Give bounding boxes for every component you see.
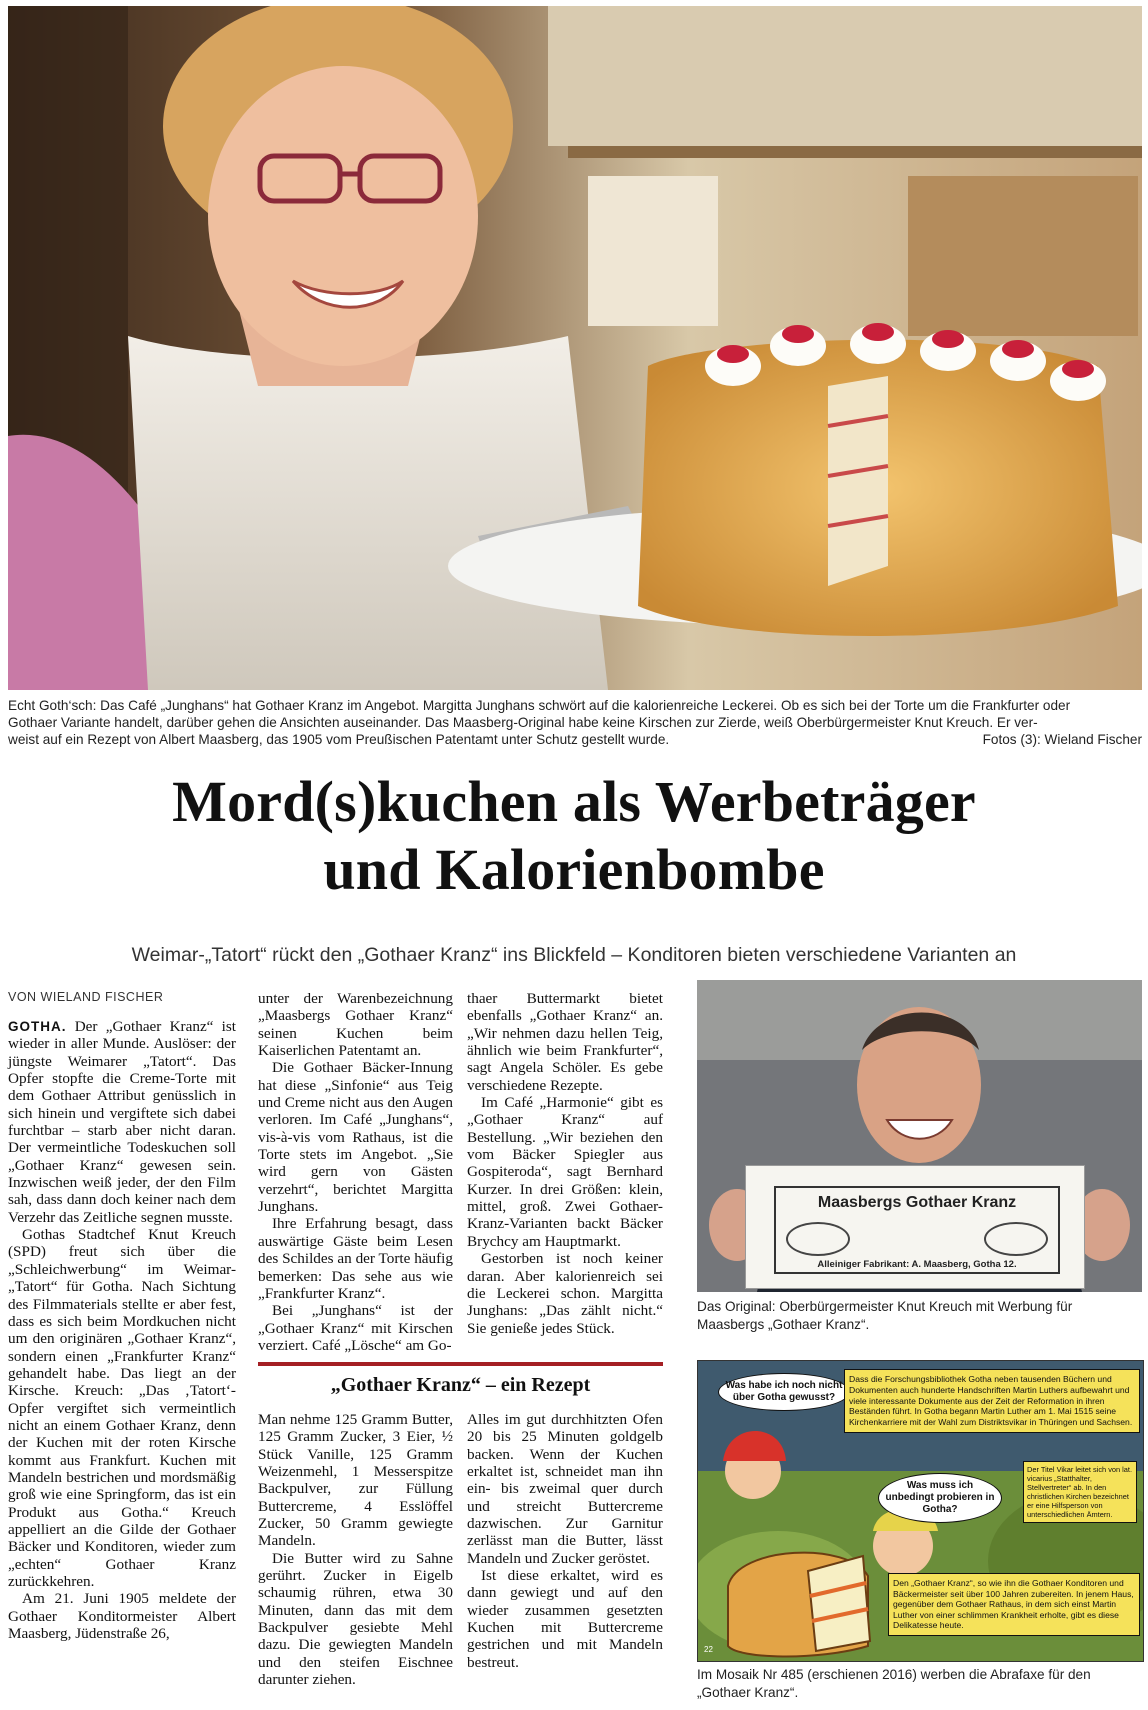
recipe-title: „Gothaer Kranz“ – ein Rezept: [330, 1374, 591, 1396]
comic-page-number: 22: [704, 1645, 713, 1654]
cafe-photo-illustration: [8, 6, 1142, 690]
info-box-2: Der Titel Vikar leitet sich von lat. vicarius „Statthalter, Stellvertreter“ ab. In den christlichen Kirchen bezeichnet er eine Hilfsperson von unterschiedlichen Ämtern.: [1023, 1461, 1137, 1523]
advertisement-sign: [745, 1165, 1085, 1289]
paragraph: unter der Warenbezeichnung „Maasbergs Gothaer Kranz“ seinen Kuchen beim Kaiserlichen Patentamt an.: [258, 990, 453, 1060]
paragraph: Bei „Junghans“ ist der „Gothaer Kranz“ mit Kirschen verziert. Café „Lösche“ am Go-: [258, 1302, 453, 1354]
dateline: GOTHA.: [8, 1019, 67, 1034]
headline-line-1: Mord(s)kuchen als Werbeträger: [172, 769, 976, 834]
advertisement-frame: [774, 1186, 1060, 1274]
paragraph: Gothas Stadtchef Knut Kreuch (SPD) freut sich über die „Schleichwerbung“ im Weimar-„Tatort“ für Gotha. Nach Sichtung des Filmmaterials stellte er aber fest, dass es sich beim Mordkuchen nicht um den originären „Gothaer Kranz“, sondern einen „Frankfurter Kranz“ gehandelt habe. Das liegt an der Kirsche. Kreuch: „Das ‚Tatort‘-Opfer vergiftet sich vermeintlich nicht an einem Gothaer Kranz, denn der Kuchen mit der roten Kirsche kommt aus Frankfurt. Kuchen mit Mandeln bestrichen und mordsmäßig groß wie eine Springform, das ist ein Produkt aus Gotha.“ Kreuch appelliert an die Gilde der Gothaer Bäcker und Konditoren, wieder zum „echten“ Gothaer Kranz zurückkehren.: [8, 1226, 236, 1590]
info-box-1: Dass die Forschungsbibliothek Gotha neben tausenden Büchern und Dokumenten auch hunderte Handschriften Martin Luthers aufbewahrt und viele interessante Dokumente aus der Zeit der Reformation in ihren Beständen führt. In Gotha begann Martin Luther am 1. Mai 1515 seine Kirchenkarriere mit der Wahl zum Distriktsvikar in Thüringen und Sachsen.: [844, 1369, 1140, 1433]
paragraph: Alles im gut durchhitzten Ofen 20 bis 25 Minuten goldgelb backen. Wenn der Kuchen erkaltet ist, schneidet man ihn ein- bis zweimal quer durch und streicht Buttercreme dazwischen. Zur Garnitur zerlässt man die Butter, lässt Mandeln und Zucker geröstet.: [467, 1411, 663, 1567]
headline-line-2: und Kalorienbombe: [323, 837, 825, 902]
paragraph: Man nehme 125 Gramm Butter, 125 Gramm Zucker, 3 Eier, ½ Stück Vanille, 125 Gramm Weizenmehl, 1 Messerspitze Backpulver, zur Füllung Buttercreme, 4 Esslöffel Zucker, 50 Gramm gewiegte Mandeln.: [258, 1411, 453, 1550]
speech-bubble-1: Was habe ich noch nicht über Gotha gewusst?: [718, 1373, 850, 1411]
article-column-2: [258, 990, 453, 1354]
paragraph: thaer Buttermarkt bietet ebenfalls „Gothaer Kranz“ an. „Wir nehmen dazu hellen Teig, ähnlich wie beim Frankfurter“, sagt Angela Schöler. Es gebe verschiedene Rezepte.: [467, 990, 663, 1094]
paragraph: Ihre Erfahrung besagt, dass auswärtige Gäste beim Lesen des Schildes an der Torte häufig bemerken: Das sehe aus wie „Frankfurter Kranz“.: [258, 1215, 453, 1302]
cake-drawing-icon: [984, 1222, 1048, 1256]
article-column-3: [467, 990, 663, 1337]
paragraph: Am 21. Juni 1905 meldete der Gothaer Konditormeister Albert Maasberg, Jüdenstraße 26,: [8, 1590, 236, 1643]
portrait-photo: [697, 980, 1142, 1292]
photo-credit: Fotos (3): Wieland Fischer: [982, 732, 1142, 747]
info-box-3: Den „Gothaer Kranz“, so wie ihn die Gothaer Konditoren und Bäckermeister seit über 100 Jahren zubereiten. In jenem Haus, gegenüber dem Gothaer Rathaus, in dem sich einst Martin Luther von einer schlimmen Krankheit erholte, gibt es diese Delikatesse heute.: [888, 1573, 1140, 1636]
paragraph: Ist diese erkaltet, wird es dann gewiegt und auf den wieder zusammen gesetzten Kuchen mit Buttercreme gestrichen und mit Mandeln bestreut.: [467, 1567, 663, 1671]
comic-caption: Im Mosaik Nr 485 (erschienen 2016) werben die Abrafaxe für den „Gothaer Kranz“.: [697, 1667, 1091, 1700]
comic-panel: [697, 1360, 1144, 1662]
headline: [0, 768, 1148, 904]
photo-caption: [8, 697, 1142, 748]
recipe-column-left: [258, 1411, 453, 1689]
portrait-caption: Das Original: Oberbürgermeister Knut Kreuch mit Werbung für Maasbergs „Gothaer Kranz“.: [697, 1299, 1073, 1332]
photo-caption-line-3: weist auf ein Rezept von Albert Maasberg, das 1905 vom Preußischen Patentamt unter Schutz gestellt wurde.: [8, 732, 670, 747]
advertisement-title: Maasbergs Gothaer Kranz: [817, 1194, 1017, 1211]
paragraph-text: Der „Gothaer Kranz“ ist wieder in aller Munde. Auslöser: der jüngste Weimarer „Tatort“. Das Opfer stopfte die Creme-Torte mit dem Gothaer Attribut genüsslich in sich hinein und vergiftete sich dabei furchtbar – starb aber nicht daran. Der vermeintliche Todeskuchen soll „Gothaer Kranz“ gewesen sein. Inzwischen weiß jeder, der den Film sah, dass dann doch keiner nach dem Verzehr das Zeitliche segnen musste.: [8, 1018, 236, 1226]
byline: VON WIELAND FISCHER: [8, 990, 164, 1004]
paragraph: [8, 1018, 236, 1226]
photo-caption-line-1: Echt Goth‘sch: Das Café „Junghans“ hat Gothaer Kranz im Angebot. Margitta Junghans schwört auf die kalorienreiche Leckerei. Ob es sich bei der Torte um die Frankfurter oder: [8, 698, 1071, 713]
paragraph: Die Gothaer Bäcker-Innung hat diese „Sinfonie“ aus Teig und Creme nicht aus den Augen verloren. Im Café „Junghans“, vis-à-vis vom Rathaus, ist die Torte stets im Angebot. „Sie wird gern von Gästen verzehrt“, berichtet Margitta Junghans.: [258, 1059, 453, 1216]
recipe-column-right: [467, 1411, 663, 1671]
speech-bubble-2: Was muss ich unbedingt probieren in Gotha?: [878, 1473, 1002, 1523]
recipe-rule: [258, 1362, 663, 1366]
cake-drawing-icon: [786, 1222, 850, 1256]
paragraph: Im Café „Harmonie“ gibt es „Gothaer Kranz“ auf Bestellung. „Wir beziehen den vom Bäcker Spiegler aus Gospiteroda“, sagt Bernhard Kurzer. In drei Größen: klein, mittel, groß. Zwei Gothaer-Kranz-Varianten backt Bäcker Brychcy am Hauptmarkt.: [467, 1094, 663, 1250]
hero-photo: [8, 6, 1142, 690]
article-column-1: [8, 1018, 236, 1642]
paragraph: Die Butter wird zu Sahne gerührt. Zucker in Eigelb schaumig rühren, etwa 30 Minuten, dann das mit dem Backpulver gesiebte Mehl dazu. Die gewiegten Mandeln und den steifen Eischnee darunter ziehen.: [258, 1549, 453, 1689]
advertisement-footer: Alleiniger Fabrikant: A. Maasberg, Gotha 12.: [817, 1259, 1017, 1270]
paragraph: Gestorben ist noch keiner daran. Aber kalorienreich sei die Leckerei schon. Margitta Junghans: „Das zählt nicht.“ Sie genieße jedes Stück.: [467, 1250, 663, 1337]
subheadline: Weimar-„Tatort“ rückt den „Gothaer Kranz“ ins Blickfeld – Konditoren bieten verschiedene Varianten an: [131, 944, 1017, 966]
photo-caption-line-2: Gothaer Variante handelt, darüber gehen die Ansichten auseinander. Das Maasberg-Original habe keine Kirschen zur Zierde, weiß Oberbürgermeister Knut Kreuch. Er ver-: [8, 715, 1038, 730]
